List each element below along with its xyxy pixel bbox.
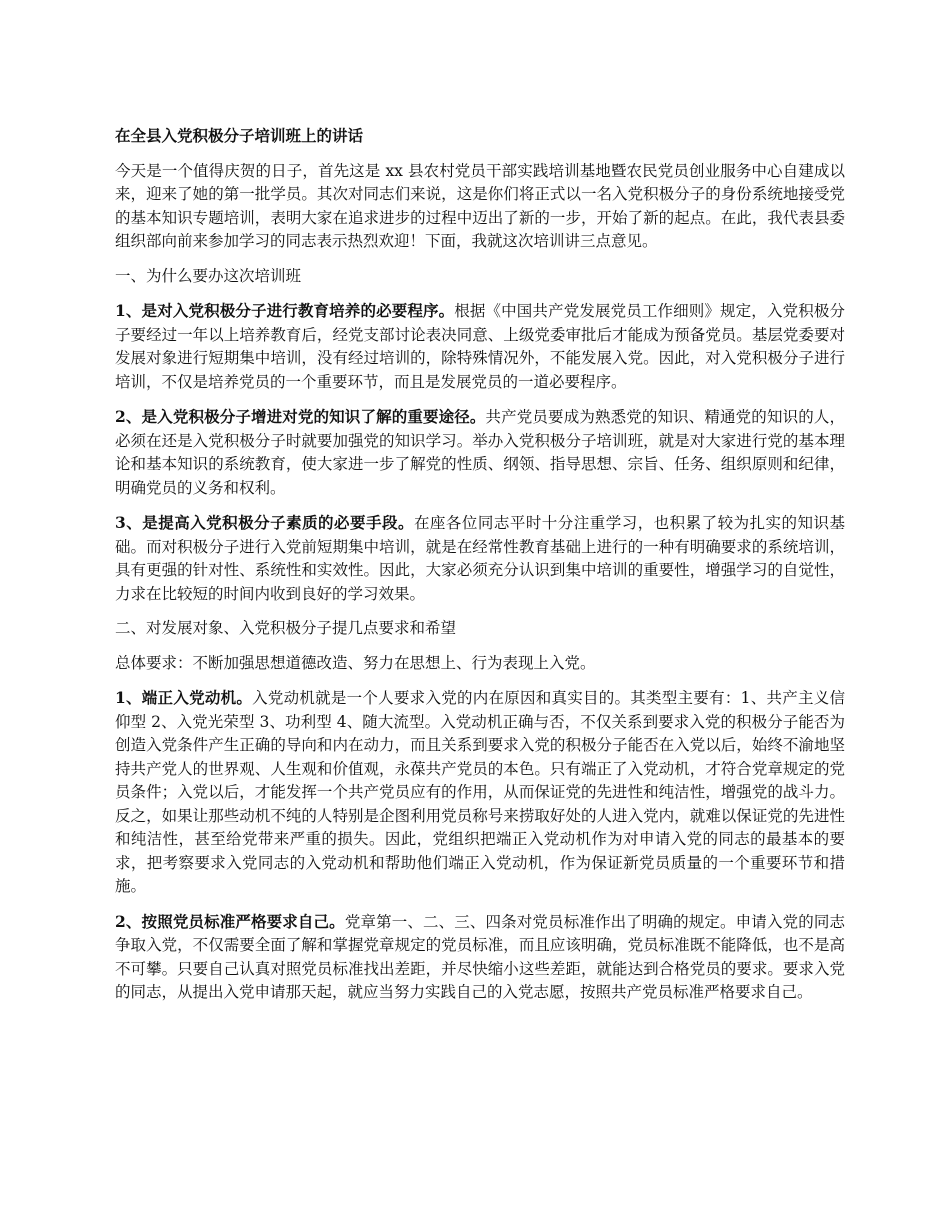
section-1-item-1-body: 根据《中国共产党发展党员工作细则》规定，入党积极分子要经过一年以上培养教育后，经党支部讨论表决同意、上级党委审批后才能成为预备党员。基层党委要对发展对象进行短期集中培训，没有经过培训的，除特殊情况外，不能发展入党。因此，对入党积极分子进行培训，不仅是培养党员的一个重要环节，而且是发展党员的一道必要程序。 [115,302,845,391]
section-1-item-1-lead: 1、是对入党积极分子进行教育培养的必要程序。 [115,301,455,320]
section-2-item-1-body: 入党动机就是一个人要求入党的内在原因和真实目的。其类型主要有：1、共产主义信仰型 2、入党光荣型 3、功利型 4、随大流型。入党动机正确与否，不仅关系到要求入党的积极分子能否为创造入党条件产生正确的导向和内在动力，而且关系到要求入党的积极分子能否在入党以后，始终不渝地坚持共产党人的世界观、人生观和价值观，永葆共产党员的本色。只有端正了入党动机，才符合党章规定的党员条件；入党以后，才能发挥一个共产党员应有的作用，从而保证党的先进性和纯洁性，增强党的战斗力。反之，如果让那些动机不纯的人特别是企图利用党员称号来捞取好处的人进入党内，就难以保证党的先进性和纯洁性，甚至给党带来严重的损失。因此，党组织把端正入党动机作为对申请入党的同志的最基本的要求，把考察要求入党同志的入党动机和帮助他们端正入党动机，作为保证新党员质量的一个重要环节和措施。 [115,689,845,895]
section-2-item-1 [115,686,845,899]
section-1-item-2-lead: 2、是入党积极分子增进对党的知识了解的重要途径。 [115,407,486,426]
section-2-item-2 [115,910,845,1005]
section-1-heading: 一、为什么要办这次培训班 [115,266,302,285]
section-1-item-2 [115,405,845,500]
intro-paragraph: 今天是一个值得庆贺的日子，首先这是 xx 县农村党员干部实践培训基地暨农民党员创业服务中心自建成以来，迎来了她的第一批学员。其次对同志们来说，这是你们将正式以一名入党积极分子的身份系统地接受党的基本知识专题培训，表明大家在追求进步的过程中迈出了新的一步，开始了新的起点。在此，我代表县委组织部向前来参加学习的同志表示热烈欢迎！下面，我就这次培训讲三点意见。 [115,161,845,250]
section-2-item-2-body: 党章第一、二、三、四条对党员标准作出了明确的规定。申请入党的同志争取入党，不仅需要全面了解和掌握党章规定的党员标准，而且应该明确，党员标准既不能降低，也不是高不可攀。只要自己认真对照党员标准找出差距，并尽快缩小这些差距，就能达到合格党员的要求。要求入党的同志，从提出入党申请那天起，就应当努力实践自己的入党志愿，按照共产党员标准严格要求自己。 [115,912,845,1001]
section-2-item-1-lead: 1、端正入党动机。 [115,688,253,707]
section-1-item-3 [115,511,845,606]
document-title: 在全县入党积极分子培训班上的讲话 [115,126,364,145]
overall-requirement: 总体要求：不断加强思想道德改造、努力在思想上、行为表现上入党。 [115,653,596,672]
section-2-heading: 二、对发展对象、入党积极分子提几点要求和希望 [115,619,457,637]
section-1-item-1 [115,299,845,394]
section-1-item-3-lead: 3、是提高入党积极分子素质的必要手段。 [115,513,414,532]
document-page [115,124,845,1016]
section-2-item-2-lead: 2、按照党员标准严格要求自己。 [115,911,345,931]
section-1-item-3-body: 在座各位同志平时十分注重学习，也积累了较为扎实的知识基础。而对积极分子进行入党前短期集中培训，就是在经常性教育基础上进行的一种有明确要求的系统培训，具有更强的针对性、系统性和实效性。因此，大家必须充分认识到集中培训的重要性，增强学习的自觉性，力求在比较短的时间内收到良好的学习效果。 [115,514,845,603]
section-1-item-2-body: 共产党员要成为熟悉党的知识、精通党的知识的人，必须在还是入党积极分子时就要加强党的知识学习。举办入党积极分子培训班，就是对大家进行党的基本理论和基本知识的系统教育，使大家进一步了解党的性质、纲领、指导思想、宗旨、任务、组织原则和纪律，明确党员的义务和权利。 [115,408,845,497]
